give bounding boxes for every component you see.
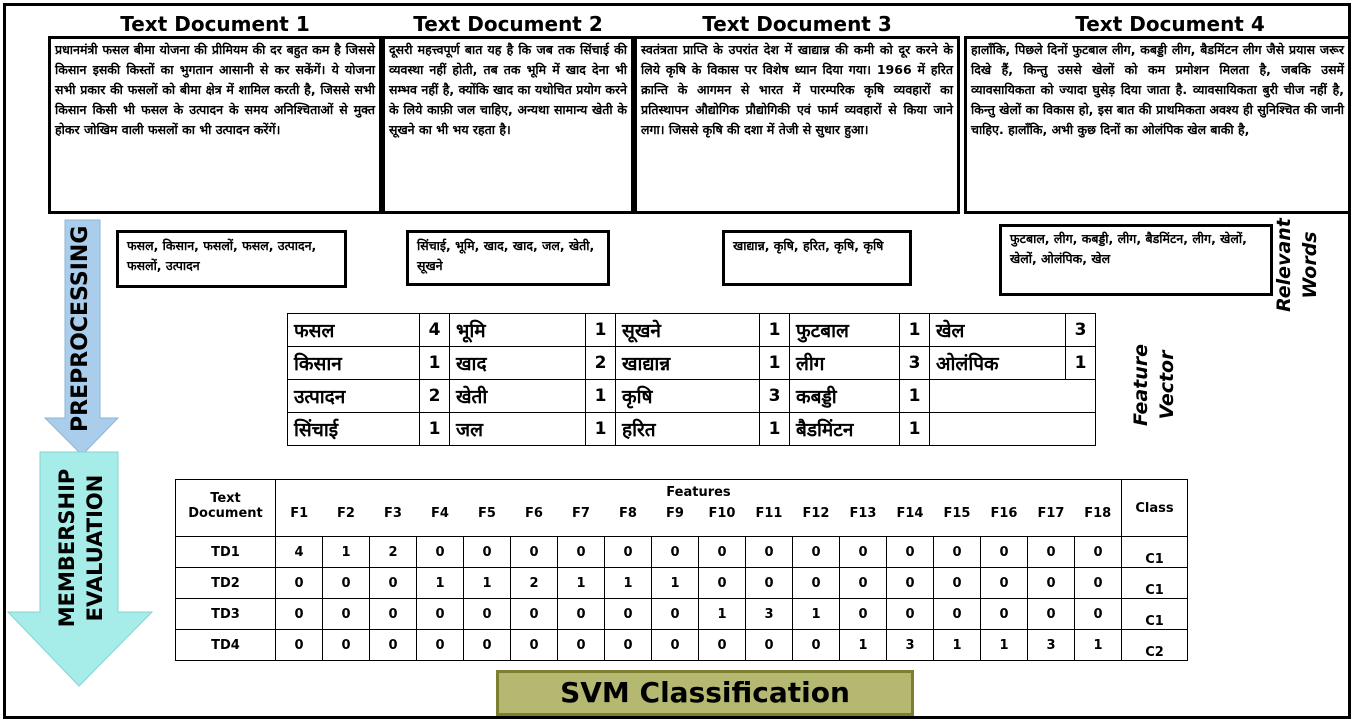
feature-value: 0: [652, 537, 699, 568]
feature-value: 0: [1028, 568, 1075, 599]
feature-word: खेल: [930, 314, 1066, 347]
feature-header: F16: [981, 506, 1028, 537]
feature-value: 0: [558, 537, 605, 568]
membership-row: [176, 568, 1188, 599]
feature-value: 0: [323, 630, 370, 661]
feature-value: 0: [558, 599, 605, 630]
feature-value: 1: [981, 630, 1028, 661]
feature-value: 0: [746, 568, 793, 599]
feature-count: 4: [420, 314, 450, 347]
feature-count: 1: [1066, 347, 1096, 380]
feature-value: 0: [1075, 537, 1122, 568]
feature-header: F3: [370, 506, 417, 537]
feature-value: 1: [323, 537, 370, 568]
feature-value: 0: [981, 537, 1028, 568]
feature-value: 0: [323, 599, 370, 630]
feature-value: 0: [1028, 537, 1075, 568]
feature-value: 0: [793, 568, 840, 599]
feature-label-line1: Feature: [1130, 343, 1152, 427]
feature-value: 0: [981, 599, 1028, 630]
feature-value: 1: [1075, 630, 1122, 661]
feature-word: जल: [450, 413, 586, 446]
feature-vector-row: [288, 347, 1096, 380]
feature-word: ओलंपिक: [930, 347, 1066, 380]
feature-value: 0: [464, 599, 511, 630]
feature-value: 1: [605, 568, 652, 599]
feature-count: 3: [1066, 314, 1096, 347]
feature-value: 0: [323, 568, 370, 599]
feature-value: 0: [417, 537, 464, 568]
relevant-words-1: फसल, किसान, फसलों, फसल, उत्पादन, फसलों, उत्पादन: [116, 230, 347, 288]
feature-value: 0: [370, 568, 417, 599]
feature-count: 2: [586, 347, 616, 380]
feature-vector-table: [287, 313, 1096, 446]
feature-value: 0: [511, 537, 558, 568]
feature-label-line2: Vector: [1156, 350, 1178, 420]
feature-vector-row: [288, 314, 1096, 347]
feature-word: हरित: [616, 413, 760, 446]
feature-value: 0: [652, 599, 699, 630]
feature-value: 0: [652, 630, 699, 661]
feature-word: लीग: [790, 347, 900, 380]
feature-count: 3: [900, 347, 930, 380]
feature-count: 1: [760, 347, 790, 380]
feature-header: F15: [934, 506, 981, 537]
feature-header: F7: [558, 506, 605, 537]
feature-value: 0: [605, 537, 652, 568]
feature-count: 1: [900, 380, 930, 413]
feature-count: 1: [586, 380, 616, 413]
feature-word: [930, 413, 1096, 446]
feature-count: 1: [900, 314, 930, 347]
feature-value: 0: [417, 630, 464, 661]
feature-word: किसान: [288, 347, 420, 380]
feature-value: 0: [934, 537, 981, 568]
feature-value: 0: [558, 630, 605, 661]
class-label: C2: [1122, 630, 1188, 661]
membership-row: [176, 537, 1188, 568]
doc-text-4: हालाँकि, पिछले दिनों फुटबाल लीग, कबड्डी लीग, बैडमिंटन लीग जैसे प्रयास जरूर दिखे हैं, किन्तु उससे खेलों को कम प्रमोशन मिलता है, जबकि उसमें व्यावसायिकता को ज्यादा घुसेड़ दिया जाता है. व्यावसायिकता बुरी चीज नहीं है, किन्तु खेलों का विकास हो, इस बात की प्राथमिकता अवश्य ही सुनिश्चित की जानी चाहिए. हालाँकि, अभी कुछ दिनों का ओलंपिक खेल बाकी है,: [964, 36, 1351, 214]
feature-value: 0: [605, 630, 652, 661]
feature-header: F1: [276, 506, 323, 537]
feature-word: सिंचाई: [288, 413, 420, 446]
feature-count: 1: [420, 413, 450, 446]
relevant-words-4: फुटबाल, लीग, कबड्डी, लीग, बैडमिंटन, लीग, खेलों, खेलों, ओलंपिक, खेल: [999, 224, 1273, 296]
feature-vector-row: [288, 380, 1096, 413]
feature-count: 1: [760, 314, 790, 347]
feature-word: बैडमिंटन: [790, 413, 900, 446]
feature-value: 3: [887, 630, 934, 661]
feature-value: 0: [746, 630, 793, 661]
feature-value: 1: [417, 568, 464, 599]
feature-count: 1: [420, 347, 450, 380]
feature-value: 1: [558, 568, 605, 599]
relevant-words-3: खाद्यान्न, कृषि, हरित, कृषि, कृषि: [722, 230, 912, 286]
feature-header: F18: [1075, 506, 1122, 537]
feature-value: 0: [464, 537, 511, 568]
feature-value: 0: [699, 568, 746, 599]
feature-header: F8: [605, 506, 652, 537]
feature-header: F12: [793, 506, 840, 537]
header-text-document-line1: Text: [176, 480, 276, 506]
svm-classification-box: SVM Classification: [496, 670, 914, 716]
feature-word: खेती: [450, 380, 586, 413]
feature-value: 1: [699, 599, 746, 630]
feature-header: F6: [511, 506, 558, 537]
membership-arrow: [8, 452, 152, 686]
header-text-document-line2: Document: [176, 506, 276, 537]
doc-text-3: स्वतंत्रता प्राप्ति के उपरांत देश में खाद्यान्न की कमी को दूर करने के लिये कृषि के विकास पर विशेष ध्यान दिया गया। 1966 में हरित क्रान्ति के आगमन से भारत में पारम्परिक कृषि व्यवहारों का प्रतिस्थापन औद्योगिक प्रौद्योगिकी एवं फार्म व्यवहारों से किया जाने लगा। जिससे कृषि की दशा में तेजी से सुधार हुआ।: [634, 36, 960, 214]
membership-label-line2: EVALUATION: [83, 474, 107, 622]
header-class: Class: [1122, 480, 1188, 537]
feature-header: F11: [746, 506, 793, 537]
document-id: TD2: [176, 568, 276, 599]
document-id: TD4: [176, 630, 276, 661]
class-label: C1: [1122, 599, 1188, 630]
doc-title-1: Text Document 1: [120, 12, 310, 36]
feature-value: 0: [370, 599, 417, 630]
doc-text-1: प्रधानमंत्री फसल बीमा योजना की प्रीमियम की दर बहुत कम है जिससे किसान इसकी किस्तों का भुगतान आसानी से कर सकेंगें। ये योजना सभी प्रकार की फसलों को बीमा क्षेत्र में शामिल करती है, जिससे सभी किसान किसी भी फसल के उत्पादन के समय अनिश्चिताओं से मुक्त होकर जोखिम वाली फसलों का भी उत्पादन करेंगें।: [48, 36, 382, 214]
feature-value: 0: [276, 630, 323, 661]
document-id: TD3: [176, 599, 276, 630]
feature-count: 2: [420, 380, 450, 413]
feature-word: खाद्यान्न: [616, 347, 760, 380]
feature-header: F4: [417, 506, 464, 537]
feature-header: F9: [652, 506, 699, 537]
feature-value: 1: [793, 599, 840, 630]
membership-table: [175, 479, 1188, 661]
feature-word: भूमि: [450, 314, 586, 347]
feature-value: 0: [417, 599, 464, 630]
feature-value: 0: [887, 568, 934, 599]
doc-text-2: दूसरी महत्त्वपूर्ण बात यह है कि जब तक सिंचाई की व्यवस्था नहीं होती, तब तक भूमि में खाद देना भी सम्भव नहीं है, क्योंकि खाद का यथोचित प्रयोग करने के लिये काफ़ी जल चाहिए, अन्यथा सामान्य खेती के सूखने का भी भय रहता है।: [382, 36, 634, 214]
class-label: C1: [1122, 568, 1188, 599]
feature-value: 0: [746, 537, 793, 568]
membership-row: [176, 599, 1188, 630]
doc-title-3: Text Document 3: [702, 12, 892, 36]
feature-value: 0: [840, 599, 887, 630]
feature-value: 0: [887, 537, 934, 568]
feature-value: 0: [699, 537, 746, 568]
feature-vector-row: [288, 413, 1096, 446]
feature-value: 0: [605, 599, 652, 630]
feature-count: 1: [586, 413, 616, 446]
feature-word: कबड्डी: [790, 380, 900, 413]
feature-word: फुटबाल: [790, 314, 900, 347]
feature-value: 3: [746, 599, 793, 630]
feature-header: F13: [840, 506, 887, 537]
feature-value: 0: [887, 599, 934, 630]
relevant-words-2: सिंचाई, भूमि, खाद, खाद, जल, खेती, सूखने: [406, 230, 610, 286]
feature-value: 0: [934, 599, 981, 630]
feature-value: 0: [793, 537, 840, 568]
doc-title-2: Text Document 2: [413, 12, 603, 36]
membership-label-line1: MEMBERSHIP: [55, 468, 79, 628]
feature-value: 1: [934, 630, 981, 661]
feature-value: 4: [276, 537, 323, 568]
feature-header: F5: [464, 506, 511, 537]
feature-count: 1: [586, 314, 616, 347]
feature-value: 1: [464, 568, 511, 599]
feature-value: 0: [1075, 599, 1122, 630]
feature-value: 0: [840, 537, 887, 568]
feature-value: 1: [652, 568, 699, 599]
preprocessing-label: PREPROCESSING: [68, 225, 93, 432]
feature-count: 1: [900, 413, 930, 446]
relevant-label-line2: Words: [1299, 231, 1321, 299]
feature-value: 1: [840, 630, 887, 661]
feature-value: 2: [370, 537, 417, 568]
feature-word: सूखने: [616, 314, 760, 347]
feature-word: कृषि: [616, 380, 760, 413]
feature-value: 0: [699, 630, 746, 661]
feature-value: 0: [511, 599, 558, 630]
feature-value: 0: [276, 599, 323, 630]
header-features: Features: [276, 480, 1122, 506]
feature-value: 0: [981, 568, 1028, 599]
relevant-label-line1: Relevant: [1273, 218, 1295, 312]
feature-header: F10: [699, 506, 746, 537]
feature-word: [930, 380, 1096, 413]
feature-word: उत्पादन: [288, 380, 420, 413]
feature-count: 1: [760, 413, 790, 446]
doc-title-4: Text Document 4: [1075, 12, 1265, 36]
feature-value: 0: [464, 630, 511, 661]
feature-value: 0: [793, 630, 840, 661]
feature-value: 0: [511, 630, 558, 661]
feature-value: 0: [276, 568, 323, 599]
class-label: C1: [1122, 537, 1188, 568]
feature-value: 0: [370, 630, 417, 661]
feature-value: 0: [1075, 568, 1122, 599]
feature-word: फसल: [288, 314, 420, 347]
feature-value: 2: [511, 568, 558, 599]
feature-count: 3: [760, 380, 790, 413]
feature-header: F2: [323, 506, 370, 537]
document-id: TD1: [176, 537, 276, 568]
feature-value: 0: [1028, 599, 1075, 630]
feature-value: 3: [1028, 630, 1075, 661]
feature-header: F17: [1028, 506, 1075, 537]
feature-value: 0: [840, 568, 887, 599]
feature-word: खाद: [450, 347, 586, 380]
feature-header: F14: [887, 506, 934, 537]
feature-value: 0: [934, 568, 981, 599]
membership-row: [176, 630, 1188, 661]
